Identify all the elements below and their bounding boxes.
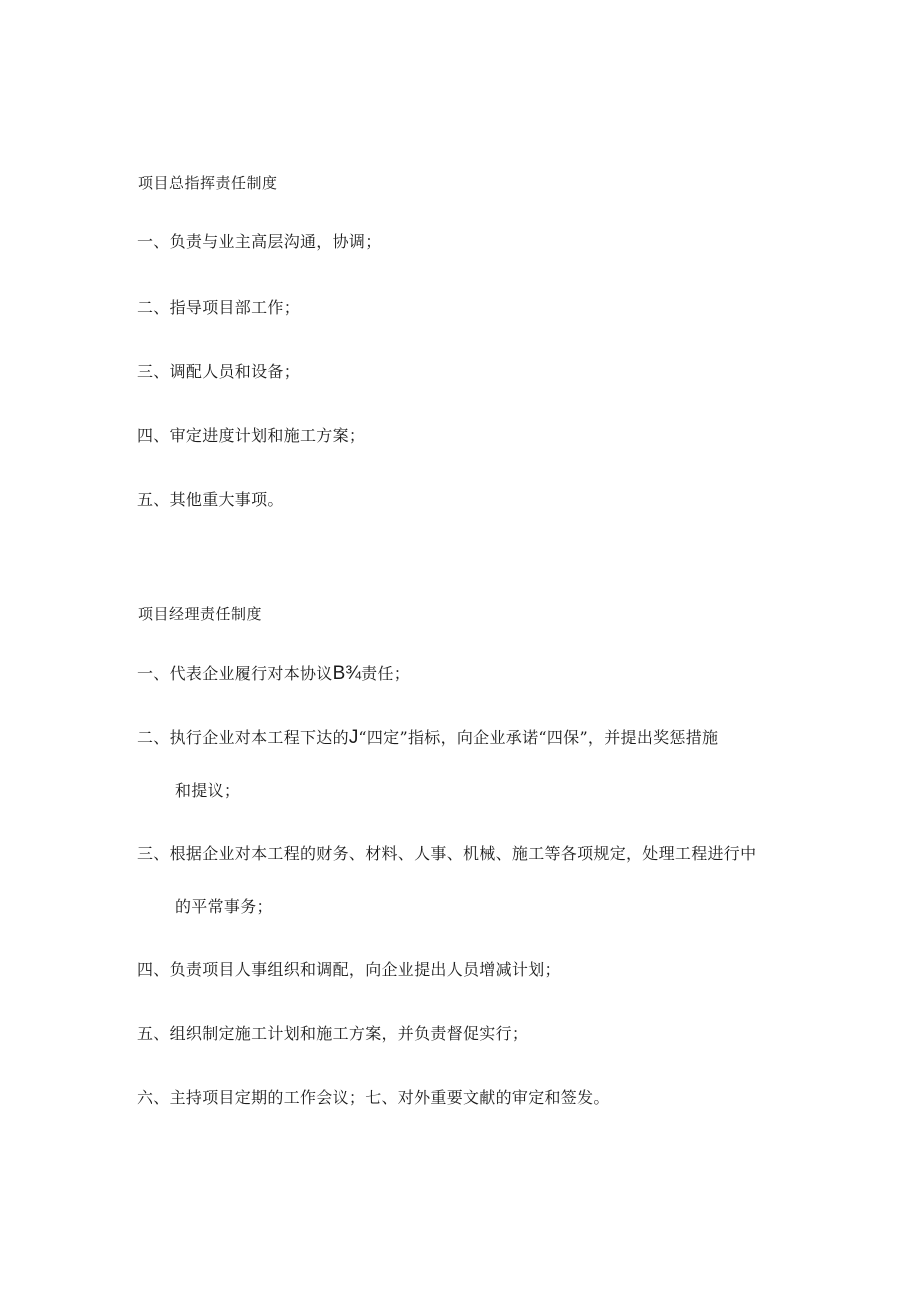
section2-item-6: 六、主持项目定期的工作会议；七、对外重要文献的审定和签发。 bbox=[137, 1088, 610, 1107]
section2-item-4: 四、负责项目人事组织和调配，向企业提出人员增减计划； bbox=[137, 960, 561, 979]
section1-item-4: 四、审定进度计划和施工方案； bbox=[137, 426, 366, 445]
section2-item-2-continuation: 和提议； bbox=[175, 781, 241, 800]
section1-item-1: 一、负责与业主高层沟通，协调； bbox=[137, 232, 382, 251]
section2-item-2-text-a: 二、执行企业对本工程下达的 bbox=[137, 728, 349, 747]
section1-item-3: 三、调配人员和设备； bbox=[137, 362, 301, 381]
section2-item-1 bbox=[137, 663, 410, 685]
section2-item-3-continuation: 的平常事务； bbox=[175, 897, 273, 916]
section1-title: 项目总指挥责任制度 bbox=[138, 174, 278, 192]
section2-item-1-text-b: 责任； bbox=[361, 664, 411, 683]
section2-item-3: 三、根据企业对本工程的财务、材料、人事、机械、施工等各项规定，处理工程进行中 bbox=[137, 844, 757, 863]
section2-item-5: 五、组织制定施工计划和施工方案，并负责督促实行； bbox=[137, 1024, 529, 1043]
section2-title: 项目经理责任制度 bbox=[138, 605, 263, 623]
section1-item-5: 五、其他重大事项。 bbox=[137, 490, 284, 509]
section2-item-2 bbox=[137, 727, 718, 749]
section2-item-2-latin: J bbox=[348, 727, 359, 748]
section2-item-1-latin: B¾ bbox=[332, 663, 362, 684]
section1-item-2: 二、指导项目部工作； bbox=[137, 298, 301, 317]
section2-item-2-text-b: “四定”指标，向企业承诺“四保”，并提出奖惩措施 bbox=[358, 728, 719, 747]
section2-item-1-text-a: 一、代表企业履行对本协议 bbox=[137, 664, 333, 683]
